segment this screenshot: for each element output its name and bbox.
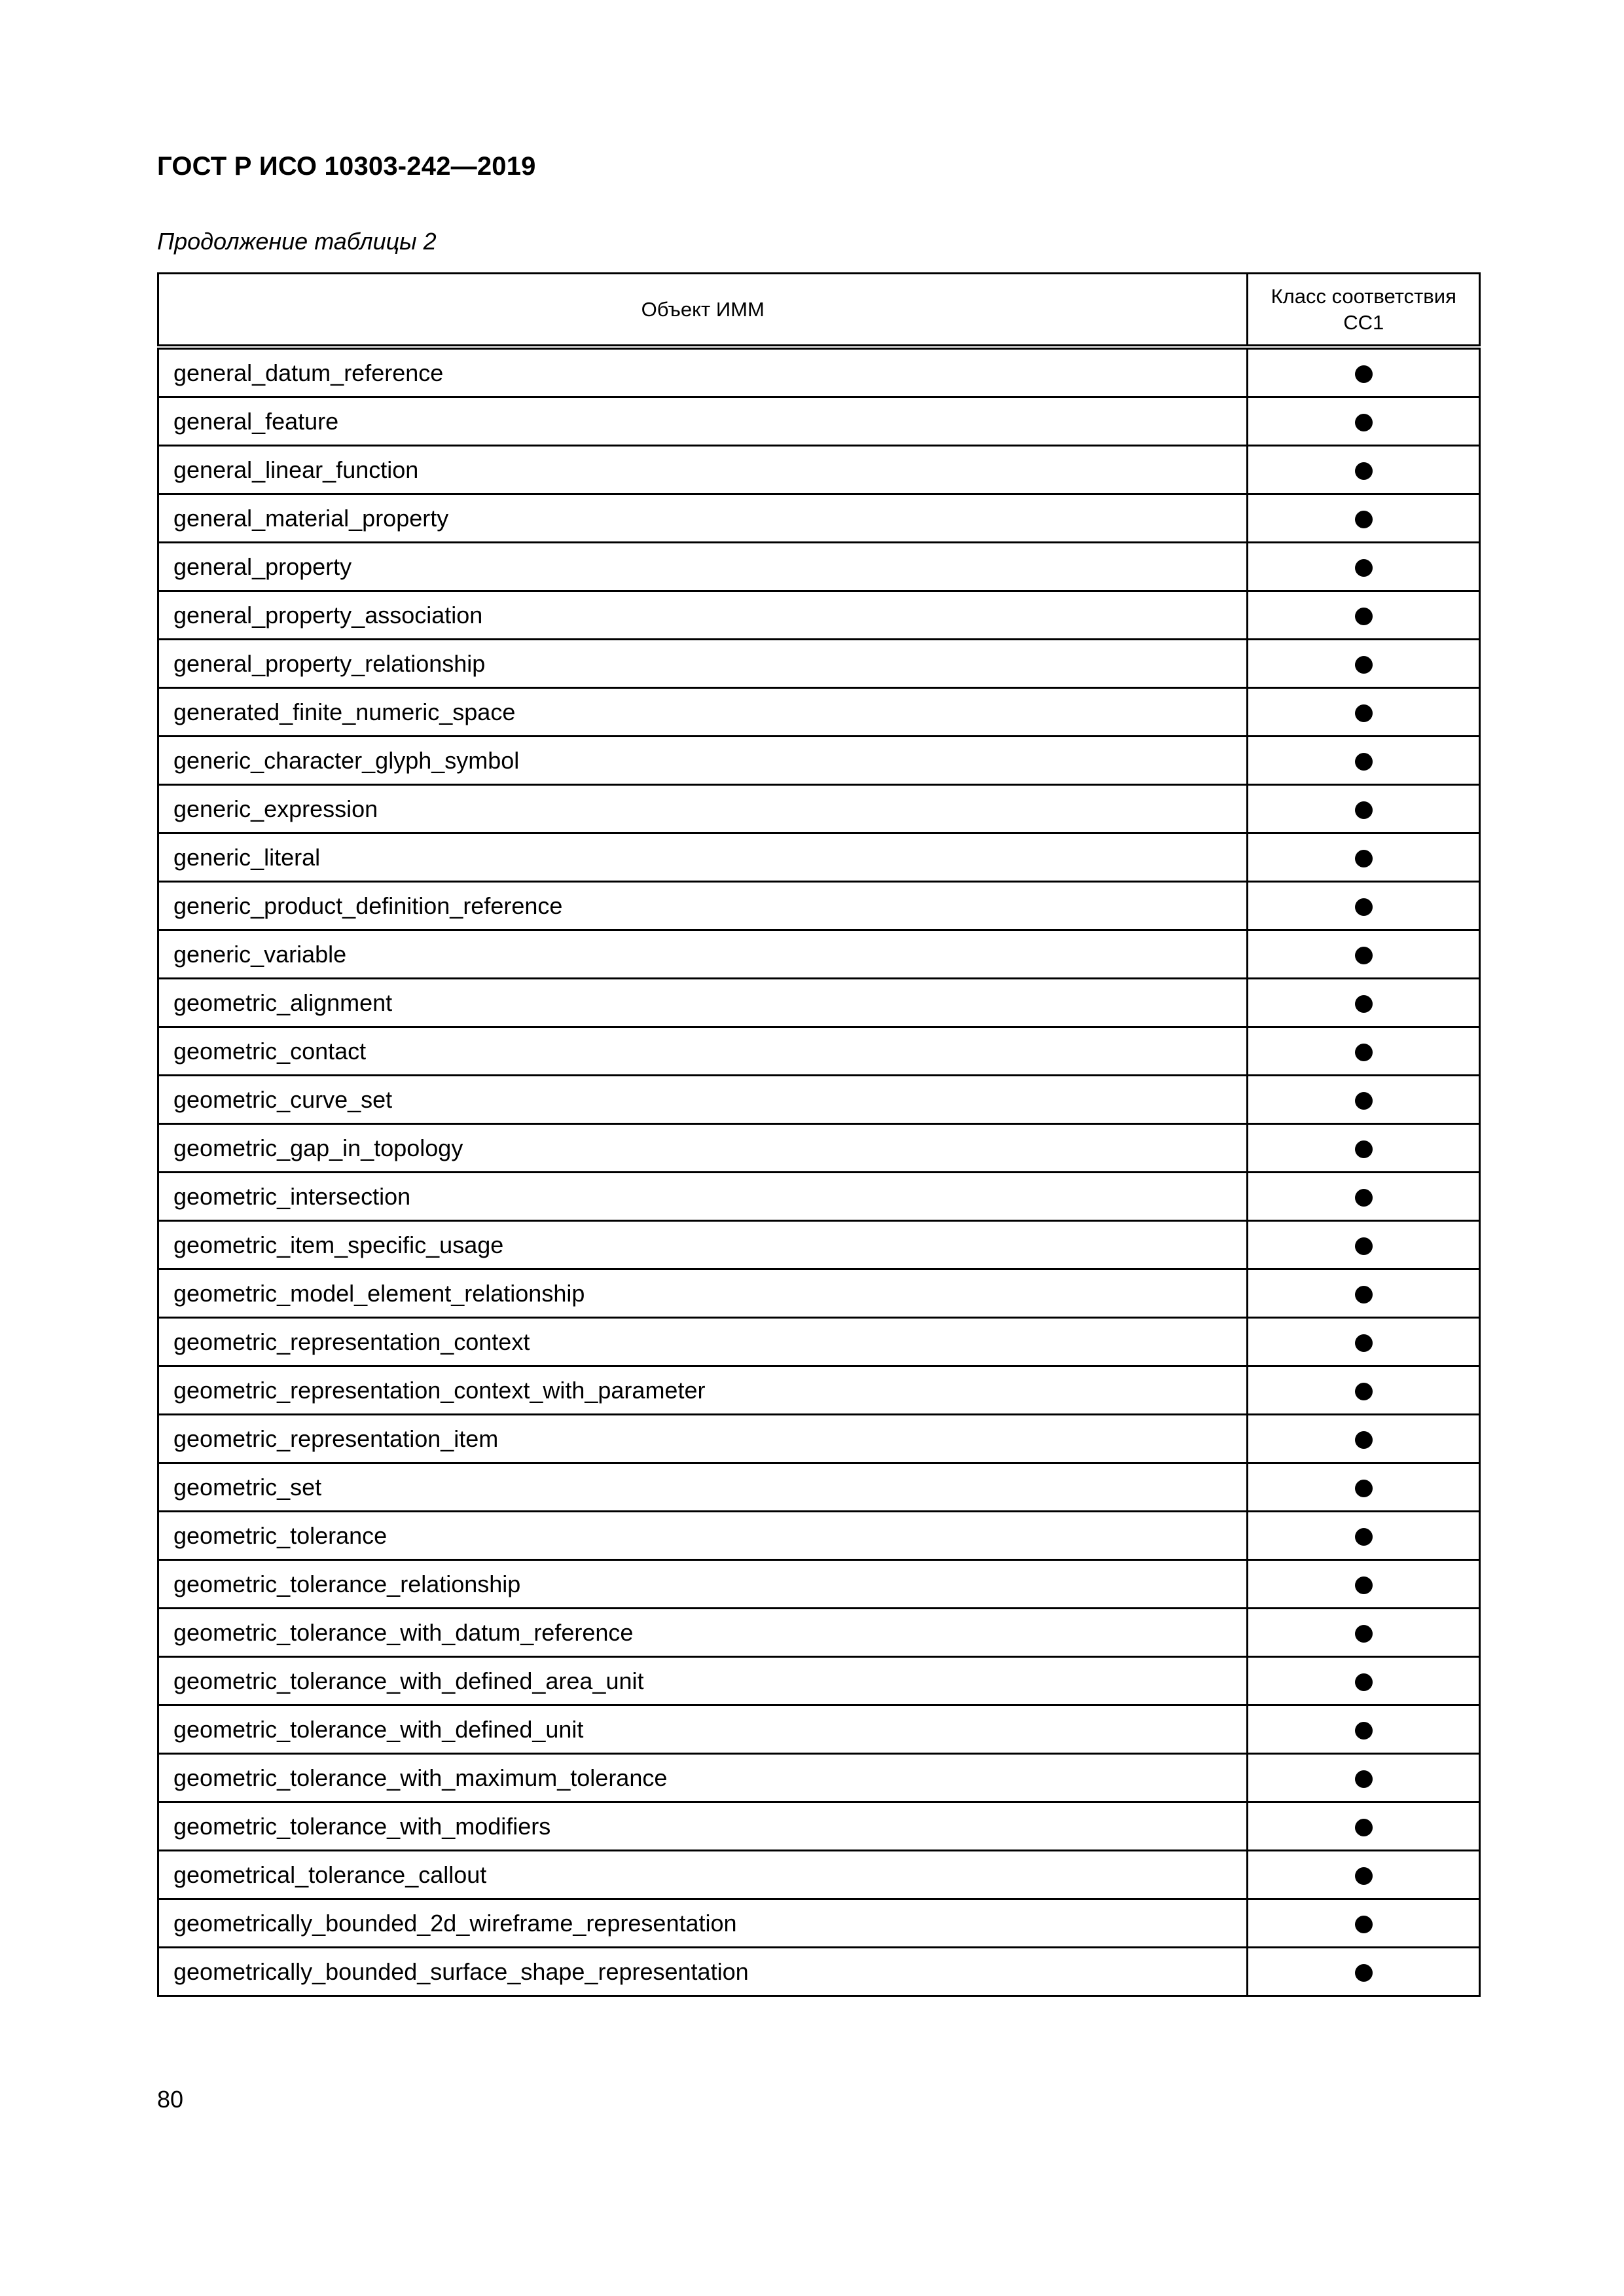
table-row	[158, 1705, 1480, 1754]
table-row	[158, 1269, 1480, 1318]
table-row	[158, 1657, 1480, 1705]
object-name-cell: generated_finite_numeric_space	[158, 688, 1248, 737]
conformance-cell	[1248, 1463, 1480, 1512]
filled-circle-icon	[1355, 1286, 1373, 1303]
table-row	[158, 833, 1480, 882]
conformance-cell	[1248, 1754, 1480, 1802]
filled-circle-icon	[1355, 947, 1373, 964]
filled-circle-icon	[1355, 608, 1373, 625]
conformance-cell	[1248, 1705, 1480, 1754]
conformance-cell	[1248, 543, 1480, 591]
conformance-cell	[1248, 1851, 1480, 1899]
object-name-cell: geometric_model_element_relationship	[158, 1269, 1248, 1318]
filled-circle-icon	[1355, 704, 1373, 722]
object-name-cell: geometric_gap_in_topology	[158, 1124, 1248, 1173]
conformance-cell	[1248, 1269, 1480, 1318]
table-row	[158, 785, 1480, 833]
conformance-cell	[1248, 1415, 1480, 1463]
conformance-cell	[1248, 347, 1480, 397]
conformance-cell	[1248, 930, 1480, 979]
table-row	[158, 1948, 1480, 1996]
table-row	[158, 1512, 1480, 1560]
conformance-cell	[1248, 1221, 1480, 1269]
object-name-cell: geometric_tolerance_with_defined_unit	[158, 1705, 1248, 1754]
table-header-row	[158, 274, 1480, 348]
conformance-cell	[1248, 1318, 1480, 1366]
table-body	[158, 347, 1480, 1996]
column-header-conformance-class	[1248, 274, 1480, 348]
conformance-cell	[1248, 591, 1480, 640]
conformance-cell	[1248, 1512, 1480, 1560]
conformance-cell	[1248, 1899, 1480, 1948]
table-row	[158, 543, 1480, 591]
table-row	[158, 1027, 1480, 1076]
conformance-cell	[1248, 1802, 1480, 1851]
object-name-cell: geometric_tolerance_with_modifiers	[158, 1802, 1248, 1851]
table-row	[158, 1754, 1480, 1802]
conformance-cell	[1248, 785, 1480, 833]
conformance-cell	[1248, 688, 1480, 737]
object-name-cell: geometric_curve_set	[158, 1076, 1248, 1124]
filled-circle-icon	[1355, 1480, 1373, 1497]
conformance-cell	[1248, 640, 1480, 688]
object-name-cell: general_material_property	[158, 494, 1248, 543]
filled-circle-icon	[1355, 1867, 1373, 1885]
filled-circle-icon	[1355, 1140, 1373, 1158]
conformance-cell	[1248, 979, 1480, 1027]
object-name-cell: geometric_tolerance_relationship	[158, 1560, 1248, 1609]
object-name-cell: geometric_representation_context_with_parameter	[158, 1366, 1248, 1415]
object-name-cell: geometrical_tolerance_callout	[158, 1851, 1248, 1899]
table-row	[158, 688, 1480, 737]
object-name-cell: geometric_set	[158, 1463, 1248, 1512]
filled-circle-icon	[1355, 1092, 1373, 1110]
object-name-cell: geometric_alignment	[158, 979, 1248, 1027]
filled-circle-icon	[1355, 1673, 1373, 1691]
filled-circle-icon	[1355, 656, 1373, 674]
conformance-cell	[1248, 737, 1480, 785]
table-caption: Продолжение таблицы 2	[157, 228, 437, 255]
table-row	[158, 494, 1480, 543]
table-row	[158, 1851, 1480, 1899]
filled-circle-icon	[1355, 1237, 1373, 1255]
filled-circle-icon	[1355, 801, 1373, 819]
conformance-cell	[1248, 397, 1480, 446]
table-row	[158, 591, 1480, 640]
filled-circle-icon	[1355, 1576, 1373, 1594]
table-row	[158, 446, 1480, 494]
conformance-cell	[1248, 1948, 1480, 1996]
object-name-cell: geometric_tolerance	[158, 1512, 1248, 1560]
conformance-table	[157, 272, 1481, 1997]
table-row	[158, 930, 1480, 979]
object-name-cell: geometric_representation_context	[158, 1318, 1248, 1366]
conformance-cell	[1248, 1027, 1480, 1076]
filled-circle-icon	[1355, 1964, 1373, 1982]
conformance-cell	[1248, 1076, 1480, 1124]
object-name-cell: general_property_association	[158, 591, 1248, 640]
table-row	[158, 347, 1480, 397]
table-row	[158, 737, 1480, 785]
conformance-cell	[1248, 494, 1480, 543]
object-name-cell: geometrically_bounded_2d_wireframe_representation	[158, 1899, 1248, 1948]
object-name-cell: generic_expression	[158, 785, 1248, 833]
conformance-cell	[1248, 833, 1480, 882]
object-name-cell: generic_product_definition_reference	[158, 882, 1248, 930]
conformance-cell	[1248, 1124, 1480, 1173]
filled-circle-icon	[1355, 1189, 1373, 1207]
filled-circle-icon	[1355, 365, 1373, 383]
filled-circle-icon	[1355, 1770, 1373, 1788]
conformance-cell	[1248, 1609, 1480, 1657]
filled-circle-icon	[1355, 850, 1373, 867]
document-header: ГОСТ Р ИСО 10303-242—2019	[157, 152, 536, 181]
object-name-cell: geometric_tolerance_with_defined_area_unit	[158, 1657, 1248, 1705]
filled-circle-icon	[1355, 898, 1373, 916]
filled-circle-icon	[1355, 753, 1373, 771]
table-row	[158, 1076, 1480, 1124]
table-row	[158, 1899, 1480, 1948]
object-name-cell: geometric_tolerance_with_datum_reference	[158, 1609, 1248, 1657]
object-name-cell: generic_variable	[158, 930, 1248, 979]
conformance-cell	[1248, 1560, 1480, 1609]
filled-circle-icon	[1355, 559, 1373, 577]
conformance-cell	[1248, 446, 1480, 494]
filled-circle-icon	[1355, 462, 1373, 480]
column-header-class-code: CC1	[1343, 310, 1384, 334]
table-row	[158, 882, 1480, 930]
filled-circle-icon	[1355, 1722, 1373, 1740]
table-row	[158, 1560, 1480, 1609]
object-name-cell: generic_literal	[158, 833, 1248, 882]
conformance-cell	[1248, 1657, 1480, 1705]
object-name-cell: generic_character_glyph_symbol	[158, 737, 1248, 785]
filled-circle-icon	[1355, 414, 1373, 431]
filled-circle-icon	[1355, 1625, 1373, 1643]
table-row	[158, 1802, 1480, 1851]
table-row	[158, 1221, 1480, 1269]
object-name-cell: general_property_relationship	[158, 640, 1248, 688]
object-name-cell: general_linear_function	[158, 446, 1248, 494]
object-name-cell: geometric_intersection	[158, 1173, 1248, 1221]
filled-circle-icon	[1355, 1916, 1373, 1933]
filled-circle-icon	[1355, 995, 1373, 1013]
filled-circle-icon	[1355, 1819, 1373, 1836]
conformance-cell	[1248, 1173, 1480, 1221]
filled-circle-icon	[1355, 1528, 1373, 1546]
table-row	[158, 1366, 1480, 1415]
object-name-cell: geometric_representation_item	[158, 1415, 1248, 1463]
table-row	[158, 1609, 1480, 1657]
table-row	[158, 1173, 1480, 1221]
table-row	[158, 1415, 1480, 1463]
object-name-cell: general_property	[158, 543, 1248, 591]
object-name-cell: geometrically_bounded_surface_shape_representation	[158, 1948, 1248, 1996]
filled-circle-icon	[1355, 1383, 1373, 1400]
filled-circle-icon	[1355, 511, 1373, 528]
object-name-cell: geometric_item_specific_usage	[158, 1221, 1248, 1269]
conformance-cell	[1248, 1366, 1480, 1415]
table-row	[158, 397, 1480, 446]
object-name-cell: general_feature	[158, 397, 1248, 446]
filled-circle-icon	[1355, 1334, 1373, 1352]
conformance-cell	[1248, 882, 1480, 930]
object-name-cell: geometric_contact	[158, 1027, 1248, 1076]
column-header-class-label: Класс соответствия	[1271, 284, 1456, 308]
filled-circle-icon	[1355, 1044, 1373, 1061]
table-row	[158, 979, 1480, 1027]
object-name-cell: general_datum_reference	[158, 347, 1248, 397]
table-row	[158, 640, 1480, 688]
filled-circle-icon	[1355, 1431, 1373, 1449]
table-row	[158, 1124, 1480, 1173]
object-name-cell: geometric_tolerance_with_maximum_tolerance	[158, 1754, 1248, 1802]
column-header-object: Объект ИММ	[158, 274, 1248, 348]
page-number: 80	[157, 2086, 184, 2113]
table-row	[158, 1463, 1480, 1512]
table-row	[158, 1318, 1480, 1366]
